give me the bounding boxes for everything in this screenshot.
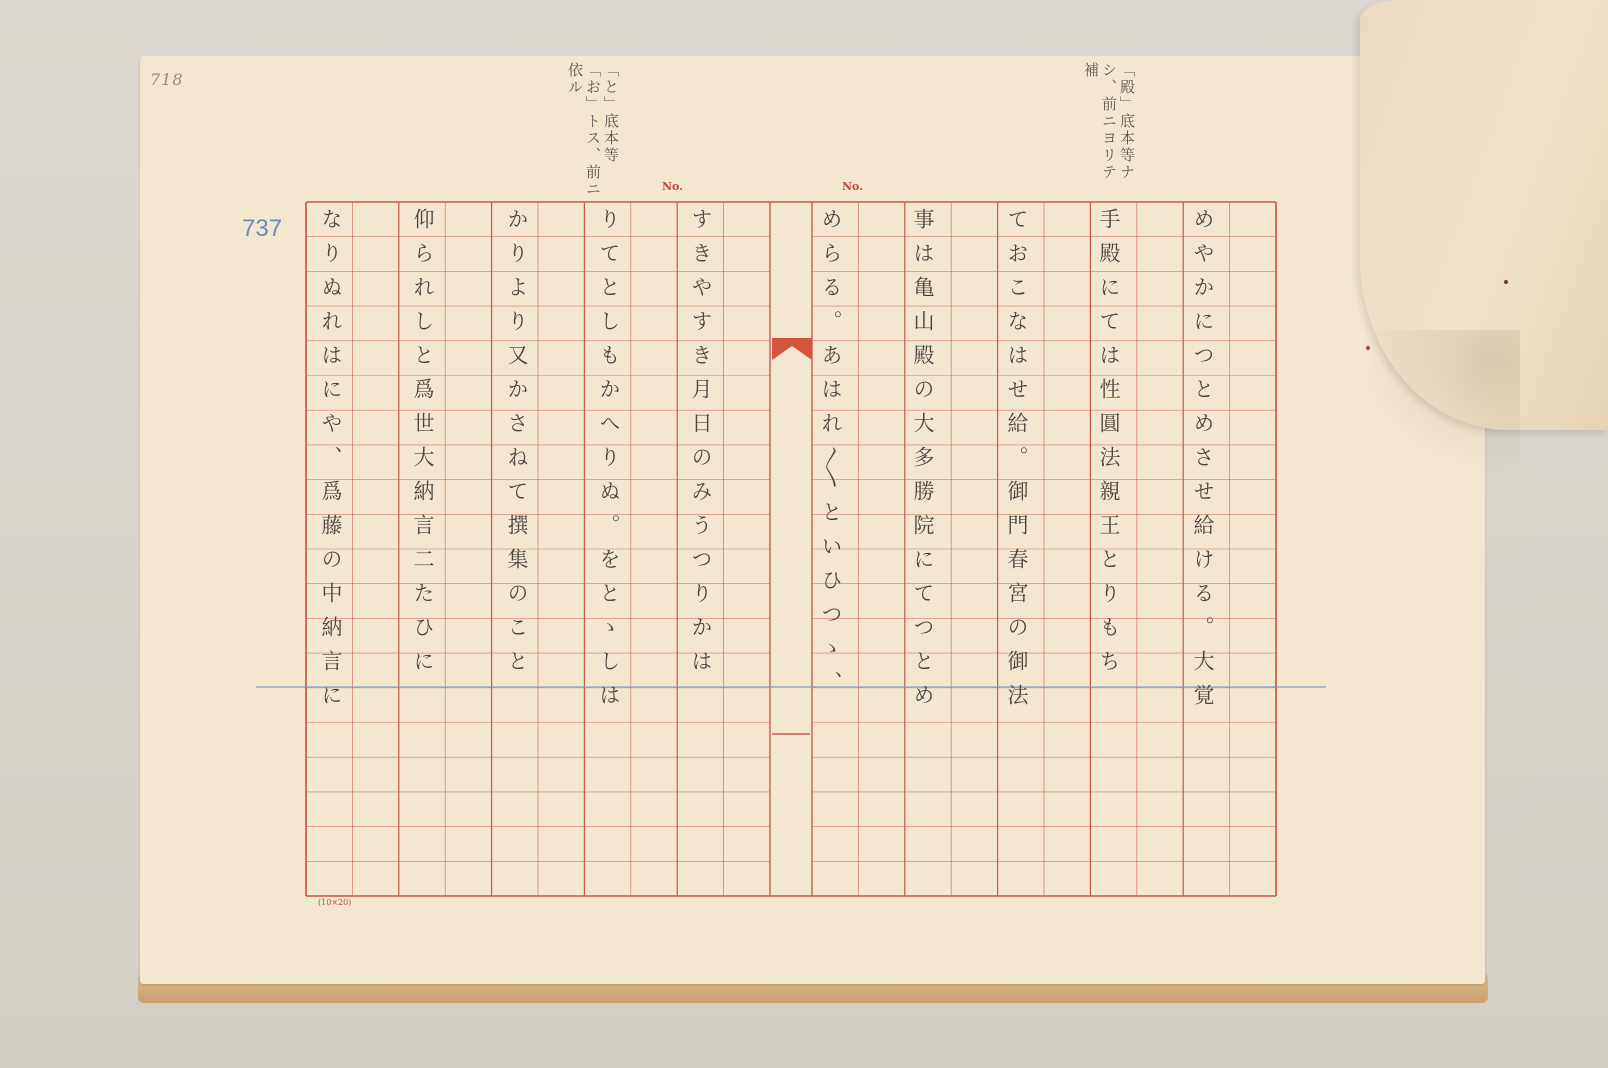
text-column-3: ておこなはせ給。御門春宮の御法: [1005, 208, 1029, 718]
red-dot-mark: [1366, 346, 1370, 350]
dark-dot-mark: [1504, 280, 1508, 284]
text-column-6: すきやすき月日のみうつりかは: [689, 208, 713, 684]
center-fold-marker-icon: [772, 338, 812, 360]
text-column-4: 事は亀山殿の大多勝院にてつとめ: [911, 208, 935, 718]
text-column-9: 仰られしと爲世大納言二たひに: [411, 208, 435, 684]
text-column-8: かりより又かさねて撰集のこと: [505, 208, 529, 684]
text-column-10: なりぬれはにや、爲藤の中納言に: [319, 208, 343, 718]
form-code-label: (10×20): [318, 898, 352, 907]
blue-page-number: 737: [242, 215, 283, 242]
corner-page-number: 718: [150, 70, 184, 89]
text-column-2: 手殿にては性圓法親王とりもち: [1097, 208, 1121, 684]
blue-guide-line: [256, 686, 1326, 688]
text-column-7: りてとしもかへりぬ。をとゝしは: [597, 208, 621, 718]
text-column-1: めやかにつとめさせ給ける。大覚: [1191, 208, 1215, 718]
margin-note-right: 「殿」底本等ナシ、前ニヨリテ補: [1082, 62, 1136, 181]
column-header-label-right: No.: [842, 180, 864, 193]
text-column-5: めらる。あはれ〳〵といひつゝ、: [819, 208, 843, 705]
column-header-label-left: No.: [662, 180, 684, 193]
margin-note-left: 「と」底本等「お」トス、前ニ依ル: [566, 62, 620, 198]
